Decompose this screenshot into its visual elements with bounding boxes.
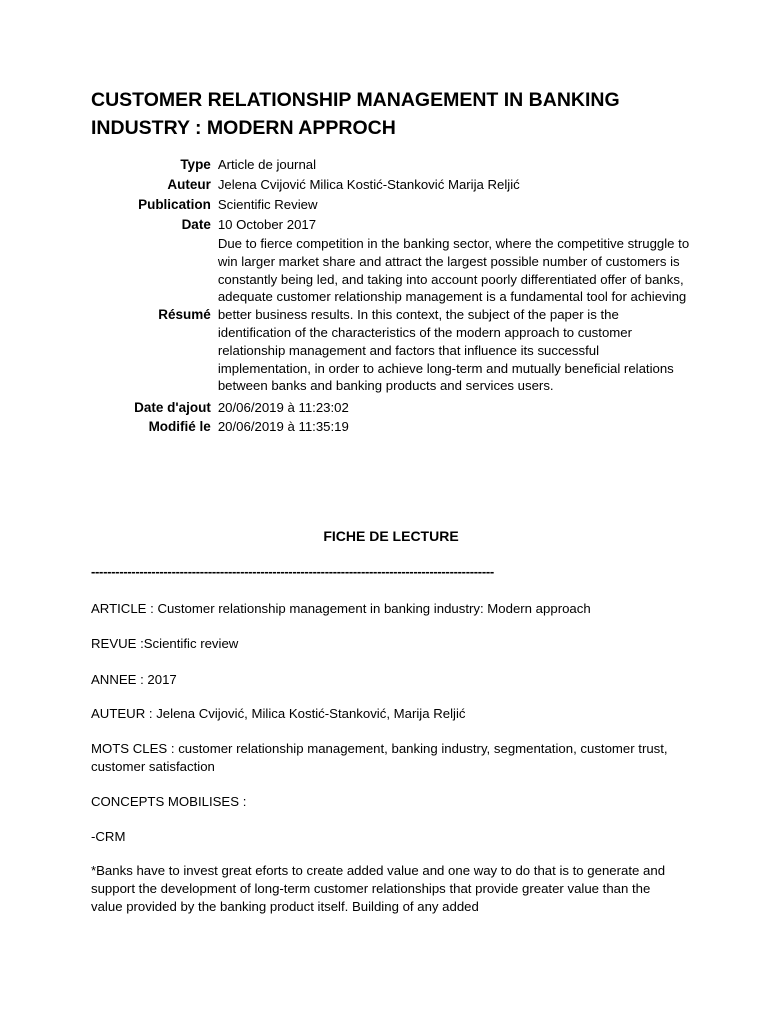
note-article: ARTICLE : Customer relationship management in banking industry: Modern approach <box>91 601 591 616</box>
publication-value: Scientific Review <box>217 197 318 213</box>
metadata-row-author <box>91 175 691 195</box>
author-label: Auteur <box>167 177 211 192</box>
document-title: CUSTOMER RELATIONSHIP MANAGEMENT IN BANKING INDUSTRY : MODERN APPROCH <box>91 89 620 139</box>
note-auteur: AUTEUR : Jelena Cvijović, Milica Kostić-Stanković, Marija Reljić <box>91 706 466 721</box>
modified-label: Modifié le <box>148 418 211 434</box>
note-revue: REVUE :Scientific review <box>91 636 239 651</box>
note-concepts: CONCEPTS MOBILISES : <box>91 794 247 809</box>
date-value: 10 October 2017 <box>217 217 317 233</box>
metadata-row-date <box>91 215 691 235</box>
modified-value: 20/06/2019 à 11:35:19 <box>217 419 349 435</box>
metadata-row-date-added <box>91 395 691 417</box>
author-value: Jelena Cvijović Milica Kostić-Stanković Marija Reljić <box>217 177 520 193</box>
metadata-row-type <box>91 155 691 175</box>
metadata-table <box>91 155 691 437</box>
note-mots-cles: MOTS CLES : customer relationship management, banking industry, segmentation, customer trust, customer satisfaction <box>91 741 668 774</box>
date-label: Date <box>181 217 211 232</box>
metadata-row-modified <box>91 417 691 437</box>
dashed-divider: ---------------------------------------------------------------------------------------------------- <box>91 564 494 579</box>
metadata-row-abstract <box>91 235 691 395</box>
note-annee: ANNEE : 2017 <box>91 672 177 687</box>
publication-label: Publication <box>138 197 211 212</box>
date-added-label: Date d'ajout <box>134 400 211 416</box>
metadata-row-publication <box>91 195 691 215</box>
date-added-value: 20/06/2019 à 11:23:02 <box>217 400 349 416</box>
type-value: Article de journal <box>217 157 317 173</box>
note-crm: -CRM <box>91 829 126 844</box>
abstract-label: Résumé <box>158 307 211 323</box>
reading-sheet-heading: FICHE DE LECTURE <box>323 528 459 544</box>
note-body: *Banks have to invest great eforts to create added value and one way to do that is to generate and support the development of long-term customer relationships that provide greater value than the value provided by the banking product itself. Building of any added <box>91 863 666 914</box>
type-label: Type <box>180 157 211 172</box>
abstract-value: Due to fierce competition in the banking sector, where the competitive struggle to win larger market share and attract the largest possible number of customers is constantly being led, and taking into account poorly differentiated offer of banks, adequate customer relationship management is a fundamental tool for achieving better business results. In this context, the subject of the paper is the identification of the characteristics of the modern approach to customer relationship management and factors that influence its successful implementation, in order to achieve long-term and mutually beneficial relations between banks and banking products and services users. <box>217 236 690 394</box>
